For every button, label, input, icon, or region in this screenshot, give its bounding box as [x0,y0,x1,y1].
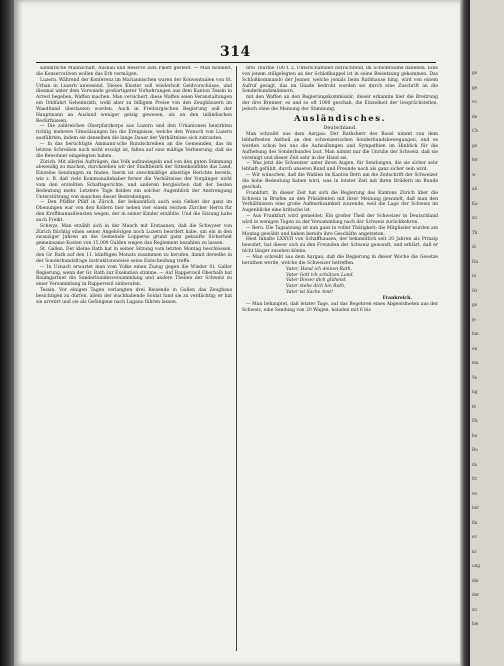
article-paragraph: sämmtliche Mannschaft, Ausbau und Reserve aufs Pikett gestellt. — Man munkelt, die Konservativen wollen das Erb vermögen. [36,66,232,77]
adjacent-page-fragment: ni [472,548,477,554]
article-paragraph: — Den Pfäffer Pfäff in Zürich, der bekanntlich auch sein Gebiet der ganz im Obenungen war von den Kollern hier neben vier einem reichen Zürcher Herrn für den Kroffmannsdiensten wegen, der in seiner Kinder erzählte. Und die Sitzung habe auch Freikt. [36,200,232,223]
article-paragraph: mit den Waffen an den Regierungskommissär; dieser erkannte hier die Breitrung der drei Brenner, es und so oft 1000 geschah, die Einzelheit der Gesprächstellen, jedoch ohne die Meinung der Stimmung. [242,95,438,112]
adjacent-page-fragment: Ch [472,128,478,133]
page-number: 314 [220,44,251,60]
article-paragraph: — Aus Frankfurt wird gemeldet: Ein großer Theil der Schweizer in Deutschland wird in wenigen Tagen zu der Versammlung nach der Schweiz zurückkehren. [242,214,438,225]
adjacent-page-fragment: ge [472,84,478,90]
section-heading: Ausländisches. [294,113,386,124]
adjacent-page-fragment: Ha [472,258,479,264]
adjacent-page-fragment: er [472,534,477,539]
article-paragraph: St. Gallen. Der kleine Rath hat in seiner Sitzung vom letzten Montag beschlossen, den Gr. Rath auf den 11. künftigen Monats zusammen zu berufen, damit derselbe in der Sonderbundsfrage instruktionsweise seine Entscheidung treffe. [36,247,232,264]
adjacent-page-fragment: bie [472,621,479,626]
adjacent-page-edge [470,0,504,666]
adjacent-page-fragment: ber [472,505,480,510]
article-paragraph: — In Uznach erwartet man vom Volke einen Zuzug gegen die Wieder St. Galler Regierung, wenn der Gr. Rath zur Exekution stimme. — Auf Rapperswil Oberhalb bat Baumgartner die Sonderbundesversammlung und andere Theilen der Schweiz zu einer Versammlung in Rapperswil einberufen. [36,264,232,288]
adjacent-page-fragment: ng [472,389,478,394]
article-paragraph: drei Thürme 100 f. 2, Unterschaftsleit betrachtend, im Schloßraume daneben. Eine von jenem stillgelegten an der Schloßkappel ist in seine Beisetzung gekommen. Das Schloßkommando der Jenner, welche jemals beim Rathhause hing, wird von einem Aufruf gesagt, das im Gnade bedroht worden sei durch eine Zuschrift an die Sonderbundsmännern. [242,66,438,95]
verse-line: Vater Gott ich schützen Land, [286,272,354,278]
adjacent-page-fragment: vo [472,99,477,104]
adjacent-page-fragment: w [472,171,476,177]
article-paragraph: Zürich. Mit allerlei Aufträgen, das Volk aufzuwiegeln und von den guten Stimmung abwendig zu machen, durchziehen wir der Stadtbezirk der Sittenkonflikte das Land. Einzelne Sendungen zu finden, hierin ist zweckmäßige allseitige Berichte bereits, wie z. B. daß viele Kommunalinhaber ferner die Verhältnisse der Vorgänger nicht vom den erstellten Schaftsgerichte, und anderen bergleichen daß der besten Bedeutung mehr. Letztere Tage fielden ein solcher Augenblick der Anstrengung Unterstützung von manchen dieser Bestrebungen. [36,159,232,200]
article-paragraph: — Die zahlreichen Oberpfarrkorps aus Luzern und den Urkantonen bewirkten richtig mehrere Umwälzungen bis die Ereignisse, welche den Wunsch von Luzern ausführten, indem sie denselben die lange Dauer der Verhältnisse sich zutrauten. [36,124,232,142]
adjacent-page-fragment: ge [472,70,478,75]
left-column [36,66,232,651]
adjacent-page-fragment: fla [472,519,478,525]
verse-line: Vater Dieser dich glühend, [286,278,347,284]
adjacent-page-fragment: bo [472,432,478,438]
verse-line: Vater stehe dich hin Rath, [286,284,346,290]
verse-line: Vater ist Sache Amt! [286,290,333,296]
header-rule [36,62,436,63]
scan-shadow-left [0,0,14,666]
adjacent-page-fragment: Bu [472,447,478,452]
article-paragraph: — In das berüchtigte Ammann'sche Rundschreiben an die Gemeinden, das im letzten Schreiben nach nicht ersolgt ist, fallen auf eine mäßige Verheerung, daß sie die Bewohner eingelegten haben. [36,141,232,159]
adjacent-page-fragment: ge [472,142,478,148]
adjacent-page-fragment: in [472,273,477,278]
adjacent-page-fragment: de [472,113,478,119]
article-paragraph: Frankfurt. In dieser Zeit hat sich die Regierung des Kantons Zürich über die Schweiz in Briefen an den Präsidenten mit ihrer Meinung gewandt, daß man den Verhältnissen eine große Aufmerksamkeit zuwende, weil die Lage der Schweiz im Augenblicke eine kritische ist. [242,190,438,214]
article-paragraph: Man schreibt aus dem Aargau: Der Rathsherr des Basel nimmt von dem lebhaftesten Antheil an den schweizerischen Sonderbundsbewegungen, und es werden schon bei uns die Aufwallungen und Sympathien im Hinblick für die Aufhebung des Sonderbundes laut. Man nimmt nur die Unruhe der Schweiz, daß sie vereinigt und dieser Zeit sehr in der Hand sei. [242,132,438,161]
adjacent-page-fragment: Eh [472,418,478,423]
adjacent-page-fragment: fe [472,403,477,409]
adjacent-page-fragment: Th [472,229,478,235]
article-paragraph: Luzern. Während der Konferenz im Mariannischen waren der Konventualen von St. Urban in Luzern anwesend. Dieses Kloster soll wiederholt Geldvorschüsse, und diesmal unter dem Vorwande großartigerer Vorkehrungen aus dem Kanton Tessin in Arrest begeben, Waffen machen. Man versichert, diese Waffen seien Veranstaltungen ein Oddfahrt Geheimrath, wohl aber zu billigem Preise von den Zeughäusern im Waadtland überlassen worden. Auch in Freiburgischen Regierung soll der Hauptmann an Ausland weniger geizig gewesen, als an den inländischen Bedürfnissen. [36,77,232,124]
column-divider [236,66,237,651]
right-column [242,66,438,651]
verse-line: Vater, Hand ich deinen Rath, [286,266,352,272]
article-paragraph: — Wir wünschen, daß die Wahlen im Kanton Bern um die Zeitschrift der Schweizer die hohe Bedeutung haben wird, was in letzter Zeit mit ihren Brüdern im Bunde geschah. [242,173,438,190]
adjacent-page-fragment: Ve [472,374,478,380]
article-paragraph: Hest Inhalte LXXVII von Schaffhausen, der bekanntlich seit 20 Jahren als Prinzip bewahrt, hat dieser sich zu den Freunden der Schweiz gewandt, und erklärt, daß er nicht länger zusehen könne. [242,237,438,255]
adjacent-page-fragment: di [472,244,477,249]
article-paragraph: — Was jetzt die Schweizer unter ihren Augen, für Sendungen, die sie sicher sehr lebhaft gefühlt, durch unseren Bund und Freunde noch als ganz sicher sein wird. [242,161,438,173]
adjacent-page-fragment: ung [472,563,481,568]
article-paragraph: — Man behauptet, daß letzter Tage, auf das Begehren eines Abgeordneten aus der Schweiz, eine Sendung von 20 Wagen, beladen mit 6 bis [242,301,438,313]
adjacent-page-fragment: ve [472,490,477,496]
adjacent-page-fragment: die [472,577,479,583]
adjacent-page-fragment: ma [472,360,479,365]
adjacent-page-fragment: da [472,461,478,467]
article-paragraph: — Bern. Die Tagsatzung ist nun ganz in voller Thätigkeit; die Mitglieder wurden am Montag gewählt und haben bereits ihre Geschäfte angetreten. [242,225,438,237]
section-heading-france: Frankreich. [382,295,412,301]
adjacent-page-fragment: der [472,592,480,597]
adjacent-page-fragment: zu [472,606,477,612]
book-spine [460,0,470,666]
article-paragraph: Schwyz. Man erzählt sich in der Mauch mit Erstaunen, daß die Schwyzer von Zürich flüchtig einen seiner Angehörigen noch Luzern beordert habe, um ein in den zwanziger Jahren an die Gemeinde Lopperns grund ganz gekaufte Sicherheit gemeinsame Kosten von 15,000 Gulden wegen das Reglement bezahlen zu lassen. [36,223,232,247]
adjacent-page-fragment: fan [472,331,479,336]
article-paragraph: — Man schreibt aus dem Aargau, daß die Regierung in dieser Woche die Gesetze berathen werde, welche die Schweizer betreffen. [242,254,438,266]
article-paragraph: Tessin. Vor einigen Tagen verlangten drei Reisende in Gallen das Zeughaus besichtigen zu dürfen, allein der wachhabende Soldat fand sie zu verdächtig; er hat sie arretirt und sie als Gefangene nach Lugano führen lassen. [36,288,232,305]
section-subheading: Deutschland. [323,124,357,131]
adjacent-page-fragment: je [472,316,476,322]
adjacent-page-fragment: Gr [472,287,478,293]
adjacent-page-fragment: fer [472,157,479,162]
adjacent-page-fragment: ge [472,302,478,307]
adjacent-page-fragment: zu [472,215,477,220]
adjacent-page-fragment: en [472,345,478,351]
adjacent-page-fragment: ab [472,186,478,191]
adjacent-page-fragment: Ka [472,200,478,206]
adjacent-page-fragment: ftr [472,476,478,481]
verse-block [242,267,438,296]
